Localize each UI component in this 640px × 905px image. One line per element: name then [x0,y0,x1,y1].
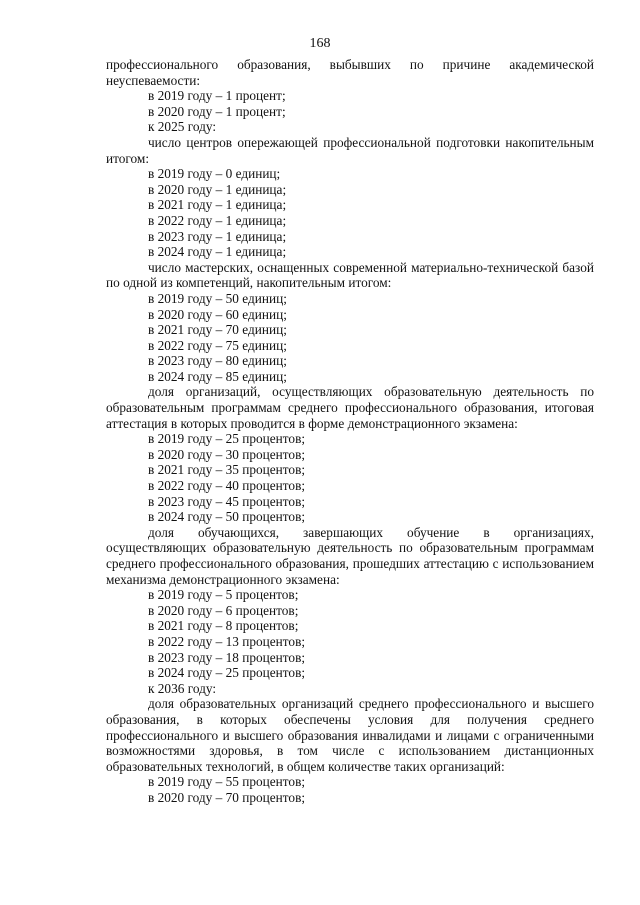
indicator-paragraph: доля организаций, осуществляющих образовательную деятельность по образовательным программам среднего профессионального образования, итоговая аттестация в которых проводится в форме демонстрационного экзамена: [106,384,594,431]
page-number: 168 [309,36,331,51]
list-item: в 2024 году – 85 единиц; [148,368,287,384]
paragraph-continuation: профессионального образования, выбывших по причине академической неуспеваемости: [106,57,594,88]
list-item: в 2020 году – 30 процентов; [148,446,306,462]
section-heading: к 2025 году: [148,119,217,135]
list-item: в 2021 году – 8 процентов; [148,618,299,634]
list-item: в 2023 году – 1 единица; [148,228,287,244]
list-item: в 2019 году – 55 процентов; [148,774,306,790]
section-heading: к 2036 году: [148,680,217,696]
list-item: в 2019 году – 0 единиц; [148,166,281,182]
list-item: в 2020 году – 6 процентов; [148,602,299,618]
list-item: в 2021 году – 70 единиц; [148,322,287,338]
list-item: в 2019 году – 5 процентов; [148,587,299,603]
indicator-paragraph: число мастерских, оснащенных современной материально-технической базой по одной из компетенций, накопительным итогом: [106,259,594,291]
list-item: в 2023 году – 18 процентов; [148,649,306,665]
list-item: в 2020 году – 60 единиц; [148,306,287,322]
list-item: в 2019 году – 1 процент; [148,88,286,104]
list-item: в 2024 году – 1 единица; [148,244,287,260]
document-body [106,57,594,806]
indicator-paragraph: доля образовательных организаций среднего профессионального и высшего образования, в которых обеспечены условия для получения среднего профессионального и высшего образования инвалидами и лицами с ограниченными возможностями здоровья, в том числе с использованием дистанционных образовательных технологий, в общем количестве таких организаций: [106,696,594,774]
list-item: в 2022 году – 1 единица; [148,212,287,228]
list-item: в 2023 году – 45 процентов; [148,493,306,509]
list-item: в 2020 году – 1 единица; [148,181,287,197]
list-item: в 2023 году – 80 единиц; [148,353,287,369]
list-item: в 2022 году – 13 процентов; [148,633,306,649]
list-item: в 2020 году – 70 процентов; [148,789,306,805]
list-item: в 2024 году – 50 процентов; [148,509,306,525]
indicator-paragraph: доля обучающихся, завершающих обучение в организациях, осуществляющих образовательную деятельность по образовательным программам среднего профессионального образования, прошедших аттестацию с использованием механизма демонстрационного экзамена: [106,524,594,587]
list-item: в 2024 году – 25 процентов; [148,665,306,681]
list-item: в 2022 году – 40 процентов; [148,478,306,494]
list-item: в 2019 году – 25 процентов; [148,431,306,447]
list-item: в 2022 году – 75 единиц; [148,337,287,353]
list-item: в 2020 году – 1 процент; [148,103,286,119]
list-item: в 2019 году – 50 единиц; [148,290,287,306]
list-item: в 2021 году – 1 единица; [148,197,287,213]
list-item: в 2021 году – 35 процентов; [148,462,306,478]
indicator-paragraph: число центров опережающей профессиональной подготовки накопительным итогом: [106,134,594,166]
